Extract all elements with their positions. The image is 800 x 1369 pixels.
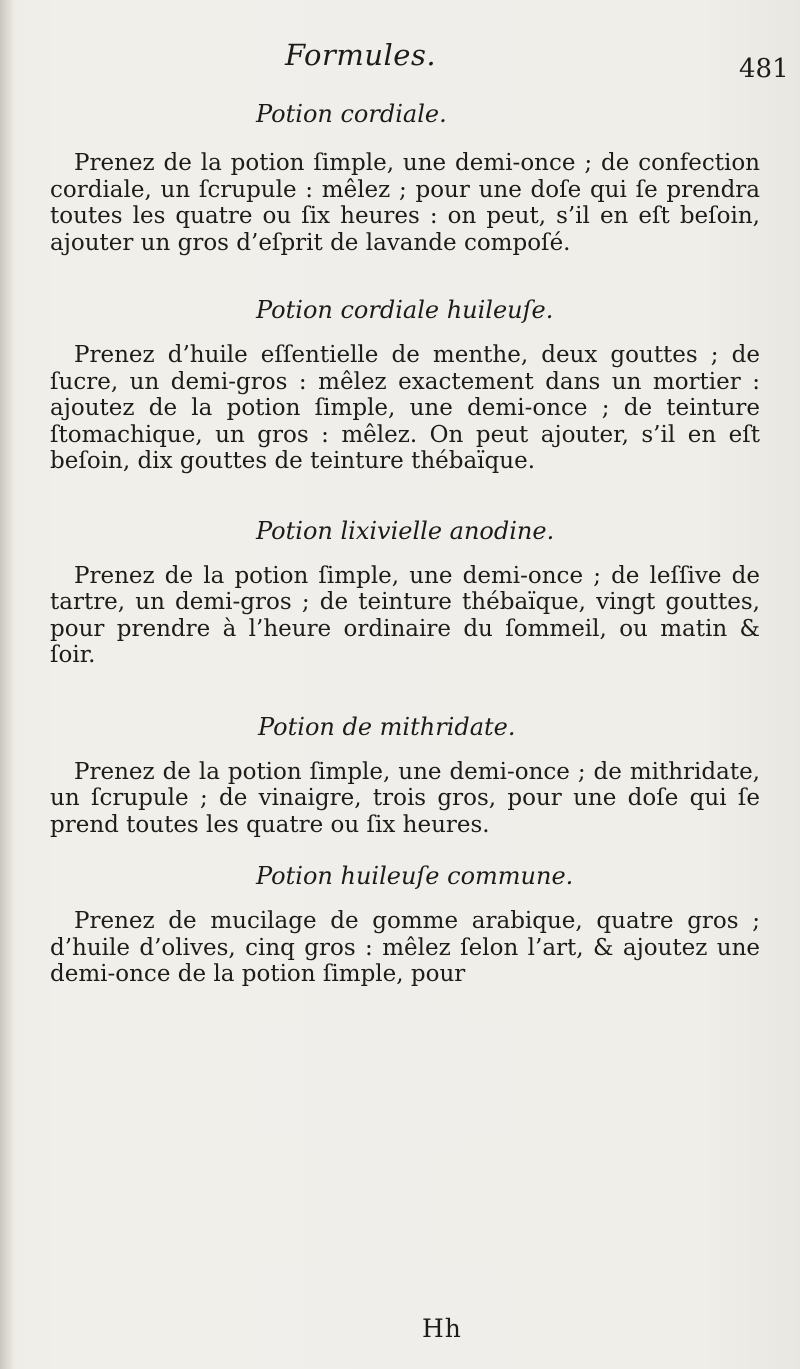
page-header bbox=[0, 38, 800, 98]
recipe-text-potion-huileuse-commune: Prenez de mucilage de gomme arabique, quatre gros ; d’huile d’olives, cinq gros : mêlez ſelon l’art, & ajoutez une demi-once de la potion ſimple, pour bbox=[50, 908, 760, 987]
recipe-text-potion-lixivielle-anodine: Prenez de la potion ſimple, une demi-once ; de leſſive de tartre, un demi-gros ; de teinture thébaïque, vingt gouttes, pour prendre à l’heure ordinaire du ſommeil, ou matin & ſoir. bbox=[50, 562, 760, 668]
recipe-title-potion-lixivielle-anodine: Potion lixivielle anodine. bbox=[256, 516, 555, 545]
recipe-text-potion-cordiale: Prenez de la potion ſimple, une demi-once ; de confection cordiale, un ſcrupule : mêlez ; pour une doſe qui ſe prendra toutes les quatre ou ſix heures : on peut, s’il en eſt beſoin, ajouter un gros d’eſprit de lavande compoſé. bbox=[50, 150, 760, 256]
recipe-title-potion-huileuse-commune: Potion huileuſe commune. bbox=[256, 862, 574, 890]
signature-mark: Hh bbox=[422, 1314, 462, 1343]
page-number: 481 bbox=[739, 54, 789, 84]
running-head: Formules. bbox=[285, 38, 437, 72]
binding-shadow bbox=[0, 0, 14, 1369]
page-body bbox=[50, 100, 760, 988]
recipe-title-potion-de-mithridate: Potion de mithridate. bbox=[258, 712, 516, 741]
recipe-text-potion-cordiale-huileuse: Prenez d’huile eſſentielle de menthe, deux gouttes ; de ſucre, un demi-gros : mêlez exactement dans un mortier : ajoutez de la potion ſimple, une demi-once ; de teinture ſtomachique, un gros : mêlez. On peut ajouter, s’il en eſt beſoin, dix gouttes de teinture thébaïque. bbox=[50, 342, 760, 474]
recipe-text-potion-de-mithridate: Prenez de la potion ſimple, une demi-once ; de mithridate, un ſcrupule ; de vinaigre, trois gros, pour une doſe qui ſe prend toutes les quatre ou ſix heures. bbox=[50, 758, 760, 838]
recipe-title-potion-cordiale: Potion cordiale. bbox=[256, 100, 447, 128]
recipe-title-potion-cordiale-huileuse: Potion cordiale huileuſe. bbox=[256, 296, 554, 324]
